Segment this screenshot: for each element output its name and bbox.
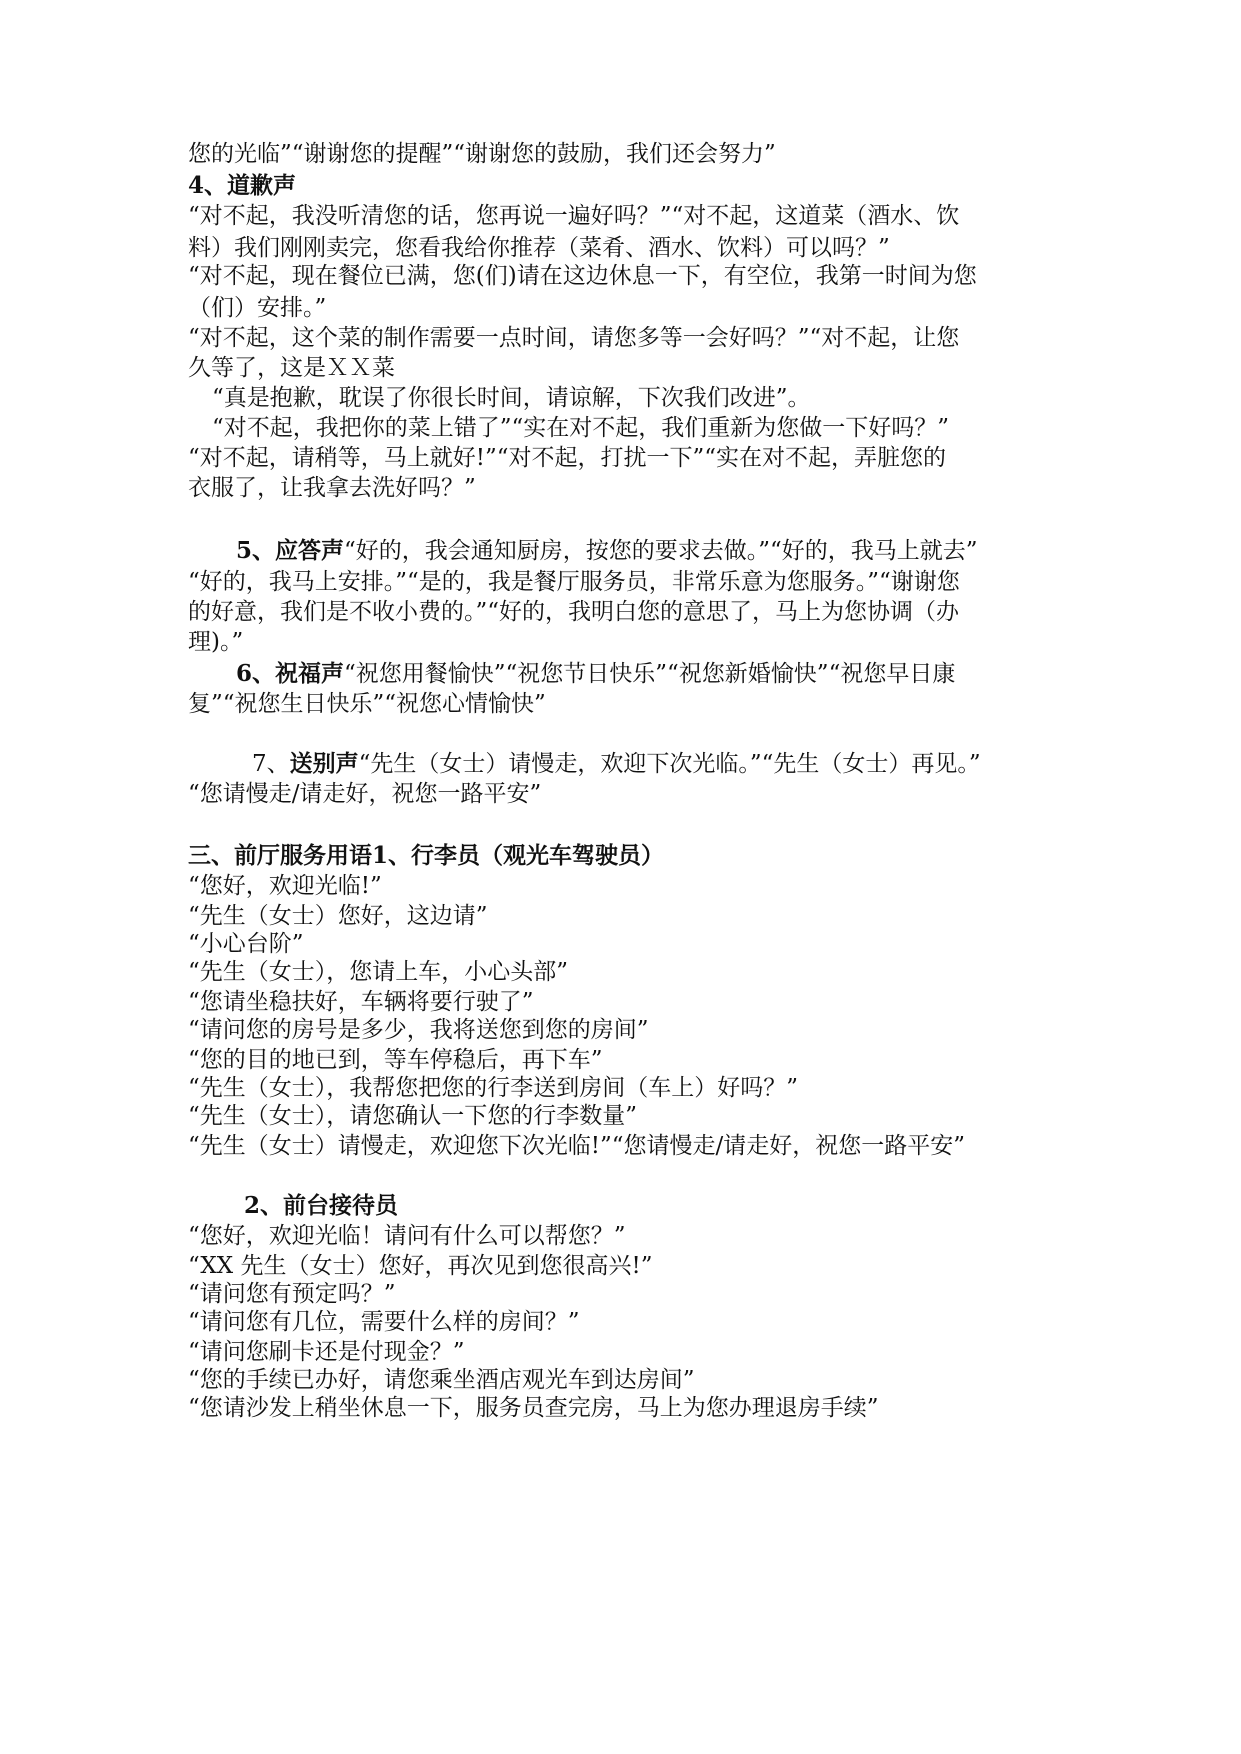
text-line [236, 535, 978, 567]
text-line: “先生（女士），请您确认一下您的行李数量” [188, 1103, 638, 1129]
text-line: “对不起，现在餐位已满，您(们)请在这边休息一下，有空位，我第一时间为您 [188, 263, 977, 289]
text-line: 衣服了，让我拿去洗好吗？” [188, 475, 476, 501]
text-line: “您请慢走/请走好，祝您一路平安” [188, 781, 542, 807]
text-line: “对不起，请稍等，马上就好!”“对不起，打扰一下”“实在对不起，弄脏您的 [188, 445, 947, 471]
text-line: 的好意，我们是不收小费的。”“好的，我明白您的意思了，马上为您协调（办 [188, 599, 960, 625]
section-heading-reception: 2、前台接待员 [244, 1192, 399, 1219]
text-line: “先生（女士）请慢走，欢迎您下次光临!”“您请慢走/请走好，祝您一路平安” [188, 1133, 966, 1159]
text-line: 理)。” [188, 629, 244, 655]
text-line: “请问您有预定吗？” [188, 1281, 396, 1307]
text-line: 复”“祝您生日快乐”“祝您心情愉快” [188, 691, 546, 717]
text-line: “对不起，我把你的菜上错了”“实在对不起，我们重新为您做一下好吗？” [212, 415, 950, 441]
text-line: “小心台阶” [188, 931, 304, 957]
text-line: （们）安排。” [188, 295, 327, 321]
text-line: “请问您有几位，需要什么样的房间？” [188, 1309, 580, 1335]
section-heading-apology: 4、道歉声 [188, 172, 297, 199]
section-heading-response: 5、应答声 [236, 537, 345, 564]
section-heading-blessing: 6、祝福声 [236, 660, 345, 687]
text-line: “对不起，这个菜的制作需要一点时间，请您多等一会好吗？”“对不起，让您 [188, 325, 960, 351]
section-heading-front-office: 三、前厅服务用语1、行李员（观光车驾驶员） [188, 842, 665, 869]
text-line: “好的，我马上安排。”“是的，我是餐厅服务员，非常乐意为您服务。”“谢谢您 [188, 569, 960, 595]
text-line: 久等了，这是ＸＸ菜 [188, 355, 395, 381]
text-line [236, 658, 955, 690]
text-line: “请问您刷卡还是付现金？” [188, 1339, 465, 1365]
text-line: “真是抱歉，耽误了你很长时间，请谅解，下次我们改进”。 [212, 385, 811, 411]
text-line [252, 748, 981, 780]
text-line: “XX 先生（女士）您好，再次见到您很高兴!” [188, 1253, 653, 1279]
text-line: “先生（女士），我帮您把您的行李送到房间（车上）好吗？” [188, 1075, 799, 1101]
text-span: “祝您用餐愉快”“祝您节日快乐”“祝您新婚愉快”“祝您早日康 [344, 661, 956, 687]
text-span: “好的，我会通知厨房，按您的要求去做。”“好的，我马上就去” [344, 538, 978, 564]
text-line: “您好，欢迎光临!” [188, 873, 382, 899]
text-line: “对不起，我没听清您的话，您再说一遍好吗？”“对不起，这道菜（酒水、饮 [188, 203, 960, 229]
text-line: “先生（女士）您好，这边请” [188, 903, 488, 929]
section-number: 7、 [252, 751, 290, 777]
text-line: “您请沙发上稍坐休息一下，服务员查完房，马上为您办理退房手续” [188, 1395, 879, 1421]
text-line: “您的手续已办好，请您乘坐酒店观光车到达房间” [188, 1367, 695, 1393]
text-line: 您的光临”“谢谢您的提醒”“谢谢您的鼓励，我们还会努力” [188, 141, 776, 167]
text-line: 料）我们刚刚卖完，您看我给你推荐（菜肴、酒水、饮料）可以吗？” [188, 235, 890, 261]
text-line: “您好，欢迎光临！请问有什么可以帮您？” [188, 1223, 626, 1249]
text-line: “您请坐稳扶好，车辆将要行驶了” [188, 989, 534, 1015]
text-line: “您的目的地已到，等车停稳后，再下车” [188, 1047, 603, 1073]
text-line: “先生（女士），您请上车，小心头部” [188, 959, 569, 985]
section-heading-farewell: 送别声 [289, 750, 359, 777]
text-line: “请问您的房号是多少，我将送您到您的房间” [188, 1017, 649, 1043]
text-span: “先生（女士）请慢走，欢迎下次光临。”“先生（女士）再见。” [358, 751, 981, 777]
